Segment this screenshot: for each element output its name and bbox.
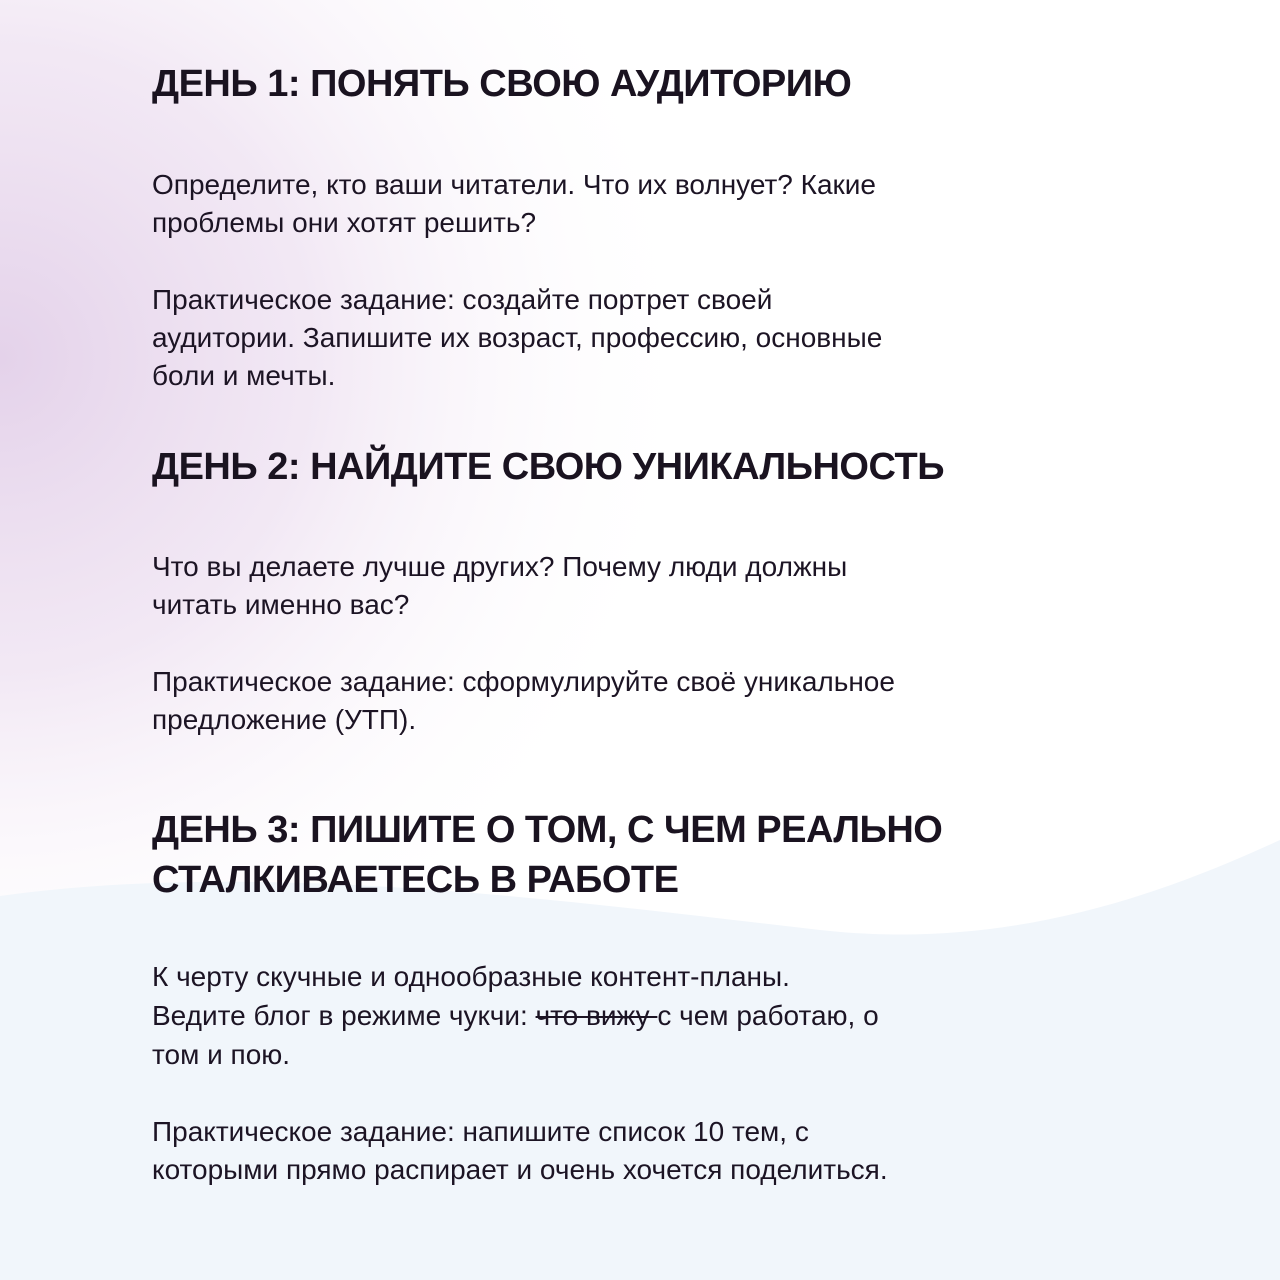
day3-heading-line-2: СТАЛКИВАЕТЕСЬ В РАБОТЕ <box>152 859 679 901</box>
day1-intro-line-1: Определите, кто ваши читатели. Что их волнует? Какие <box>152 169 877 200</box>
struck-text: что вижу <box>535 1000 658 1031</box>
day3-intro-line-3: том и пою. <box>152 1039 291 1070</box>
day1-intro-line-2: проблемы они хотят решить? <box>152 207 537 238</box>
day2-intro-line-1: Что вы делаете лучше других? Почему люди должны <box>152 551 848 582</box>
day1-task-line-3: боли и мечты. <box>152 360 336 391</box>
day3-intro-line-2 <box>152 997 879 1035</box>
day2-task-line-2: предложение (УТП). <box>152 704 417 735</box>
day3-task-line-1: Практическое задание: напишите список 10 тем, с <box>152 1116 809 1147</box>
day3-intro-line-2-end: с чем работаю, о <box>657 1000 879 1031</box>
day1-task-line-1: Практическое задание: создайте портрет своей <box>152 284 773 315</box>
day3-intro-line-1: К черту скучные и однообразные контент-планы. <box>152 961 790 992</box>
day3-task-line-2: которыми прямо распирает и очень хочется поделиться. <box>152 1154 888 1185</box>
day1-heading: ДЕНЬ 1: ПОНЯТЬ СВОЮ АУДИТОРИЮ <box>152 63 852 105</box>
day1-task-line-2: аудитории. Запишите их возраст, профессию, основные <box>152 322 883 353</box>
day2-intro-line-2: читать именно вас? <box>152 589 410 620</box>
day2-heading: ДЕНЬ 2: НАЙДИТЕ СВОЮ УНИКАЛЬНОСТЬ <box>152 446 945 488</box>
day3-heading-line-1: ДЕНЬ 3: ПИШИТЕ О ТОМ, С ЧЕМ РЕАЛЬНО <box>152 809 943 851</box>
day2-task-line-1: Практическое задание: сформулируйте своё уникальное <box>152 666 895 697</box>
day3-intro-line-2-start: Ведите блог в режиме чукчи: <box>152 1000 536 1031</box>
